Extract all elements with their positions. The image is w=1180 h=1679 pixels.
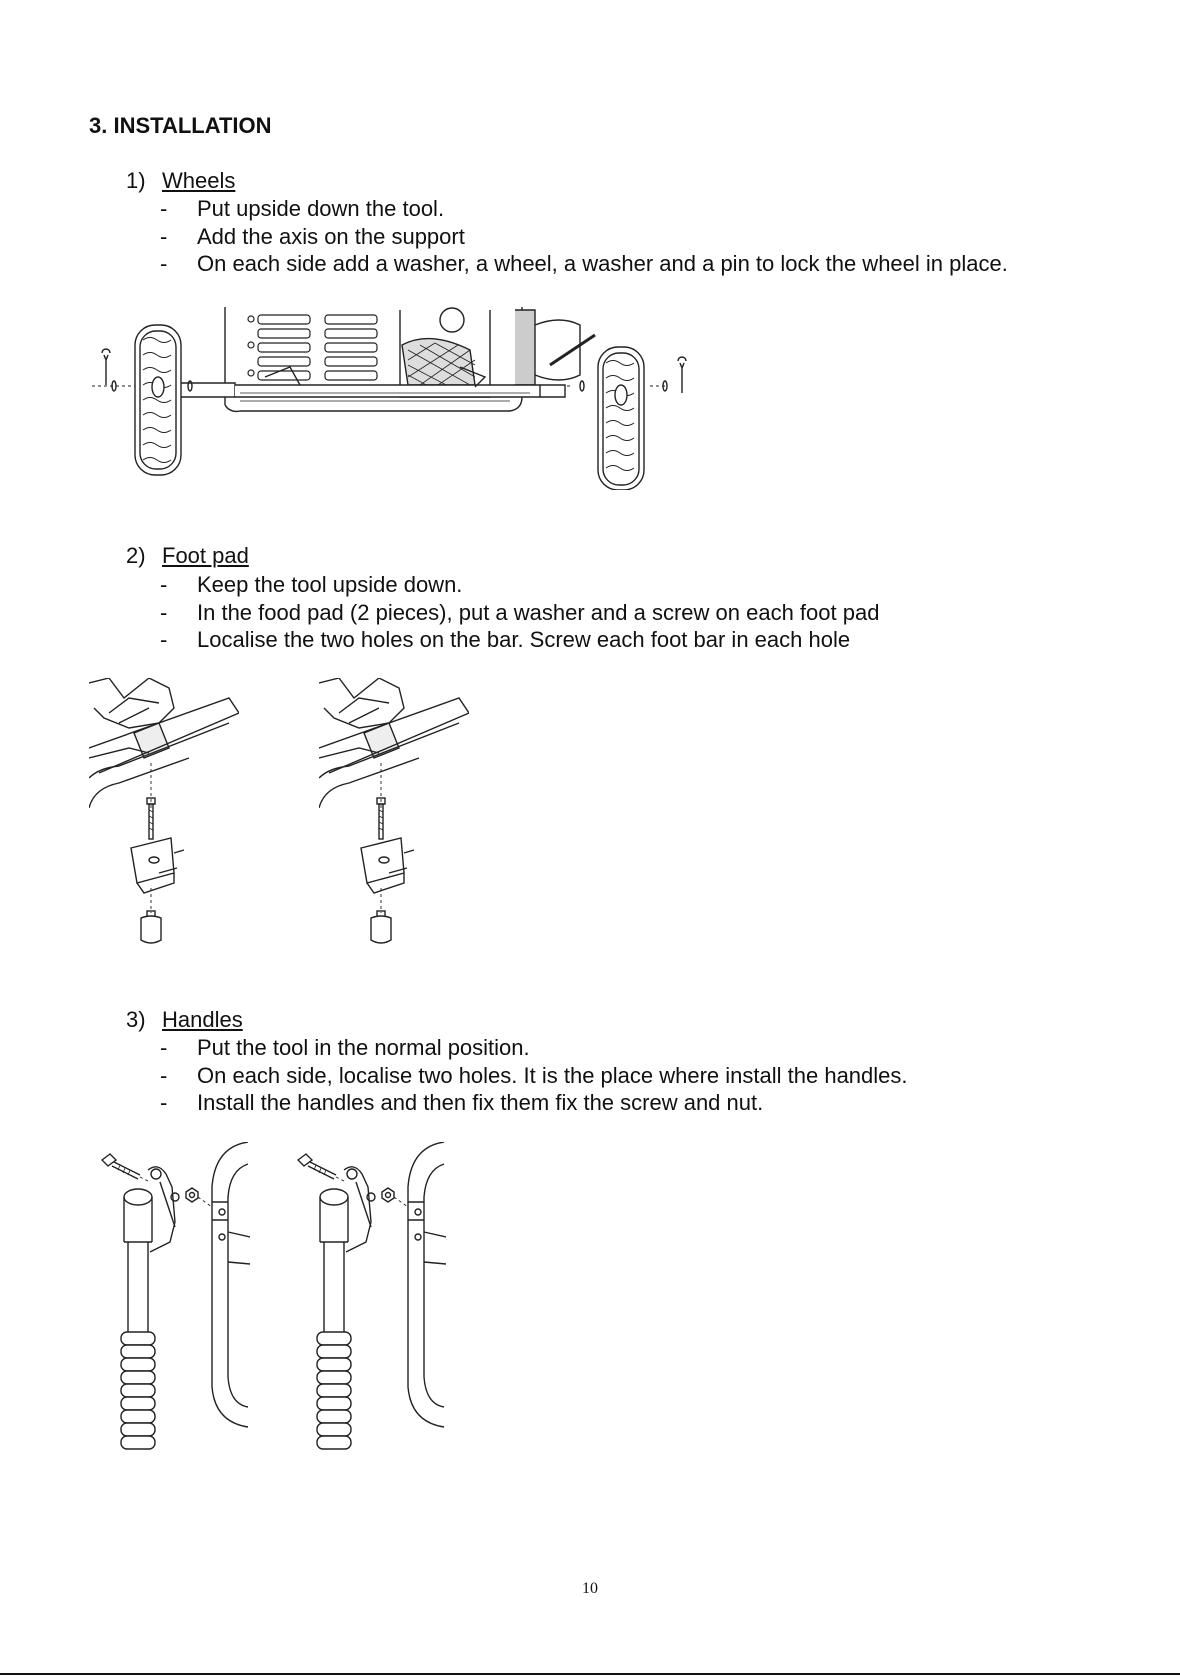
list-item: - Install the handles and then fix them fix the screw and nut. (160, 1090, 764, 1115)
footpad-steps (160, 571, 879, 654)
section-wheels-title (126, 168, 235, 194)
section-handles-title (126, 1007, 243, 1033)
list-item: - Localise the two holes on the bar. Screw each foot bar in each hole (160, 627, 851, 652)
handles-diagram-left (100, 1142, 250, 1457)
list-item: - On each side add a washer, a wheel, a washer and a pin to lock the wheel in place. (160, 251, 1008, 276)
section-number: 3) (126, 1007, 146, 1032)
list-item: - Put upside down the tool. (160, 196, 445, 221)
bottom-rule (0, 1673, 1180, 1675)
section-heading: 3. INSTALLATION (89, 113, 272, 138)
list-item: - Put the tool in the normal position. (160, 1035, 530, 1060)
section-footpad-title (126, 543, 249, 569)
footpad-diagram-right (319, 678, 469, 948)
handles-steps (160, 1034, 908, 1117)
section-number: 2) (126, 543, 146, 568)
wheels-steps (160, 195, 1008, 278)
wheels-diagram (90, 305, 710, 490)
list-item: - Keep the tool upside down. (160, 572, 463, 597)
footpad-diagram-left (89, 678, 239, 948)
page-number: 10 (582, 1580, 598, 1597)
list-item: - In the food pad (2 pieces), put a washer and a screw on each foot pad (160, 599, 880, 625)
section-number: 1) (126, 168, 146, 193)
list-item: - Add the axis on the support (160, 223, 465, 249)
handles-diagram-right (296, 1142, 446, 1457)
list-item: - On each side, localise two holes. It is the place where install the handles. (160, 1062, 908, 1088)
section-label: Foot pad (162, 543, 249, 568)
section-label: Wheels (162, 168, 236, 193)
section-label: Handles (162, 1007, 243, 1032)
